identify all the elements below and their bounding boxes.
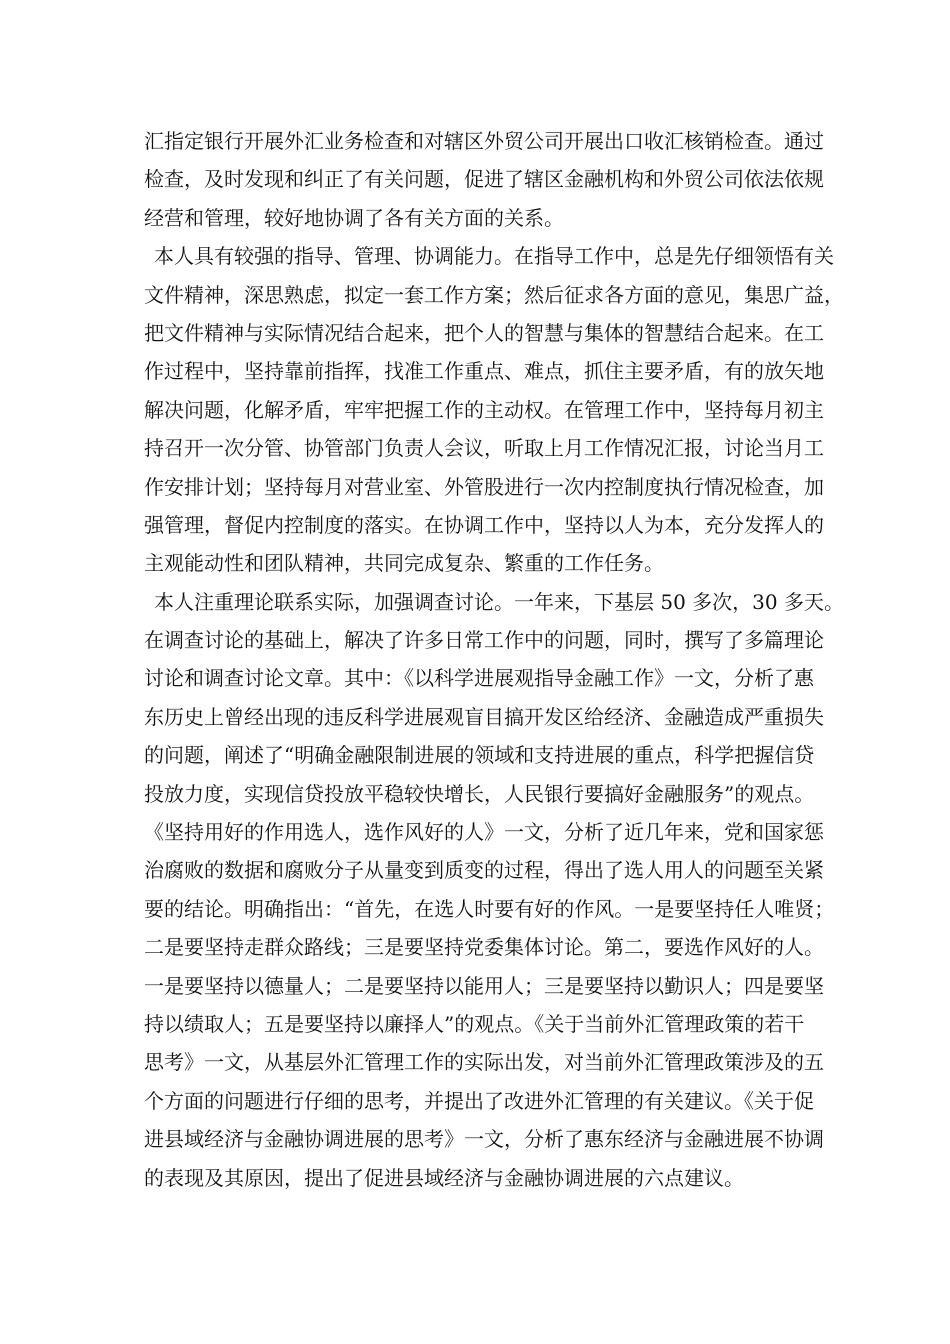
paragraph-line: 治腐败的数据和腐败分子从量变到质变的过程，得出了选人用人的问题至关紧 <box>144 858 824 883</box>
paragraph-line: 经营和管理，较好地协调了各有关方面的关系。 <box>144 205 564 230</box>
paragraph-line: 《坚持用好的作用选人，选作风好的人》一文，分析了近几年来，党和国家惩 <box>144 820 824 845</box>
paragraph-line: 的问题，阐述了“明确金融限制进展的领域和支持进展的重点，科学把握信贷 <box>144 743 815 768</box>
paragraph-line: 在调查讨论的基础上，解决了许多日常工作中的问题，同时，撰写了多篇理论 <box>144 628 824 653</box>
paragraph-line: 文件精神，深思熟虑，拟定一套工作方案；然后征求各方面的意见，集思广益， <box>144 282 844 307</box>
paragraph-line: 作安排计划；坚持每月对营业室、外管股进行一次内控制度执行情况检查，加 <box>144 474 824 499</box>
paragraph <box>144 583 844 1197</box>
paragraph <box>144 122 824 237</box>
paragraph-line: 进县域经济与金融协调进展的思考》一文，分析了惠东经济与金融进展不协调 <box>144 1127 824 1152</box>
paragraph-line: 的表现及其原因，提出了促进县域经济与金融协调进展的六点建议。 <box>144 1165 744 1190</box>
paragraph-line: 主观能动性和团队精神，共同完成复杂、繁重的工作任务。 <box>144 551 664 576</box>
paragraph-line: 持以绩取人；五是要坚持以廉择人”的观点。《关于当前外汇管理政策的若干 <box>144 1011 805 1036</box>
paragraph-line: 解决问题，化解矛盾，牢牢把握工作的主动权。在管理工作中，坚持每月初主 <box>144 397 824 422</box>
paragraph-line: 投放力度，实现信贷投放平稳较快增长，人民银行要搞好金融服务”的观点。 <box>144 781 815 806</box>
paragraph-line: 汇指定银行开展外汇业务检查和对辖区外贸公司开展出口收汇核销检查。通过 <box>144 129 824 153</box>
paragraph-line: 要的结论。明确指出：“首先，在选人时要有好的作风。一是要坚持任人唯贤； <box>144 896 835 921</box>
paragraph-line: 强管理，督促内控制度的落实。在协调工作中，坚持以人为本，充分发挥人的 <box>144 512 824 537</box>
paragraph-line: 东历史上曾经出现的违反科学进展观盲目搞开发区给经济、金融造成严重损失 <box>144 704 824 729</box>
document-body <box>144 122 844 1197</box>
paragraph-line: 思考》一文，从基层外汇管理工作的实际出发，对当前外汇管理政策涉及的五 <box>144 1050 824 1075</box>
paragraph-line: 本人具有较强的指导、管理、协调能力。在指导工作中，总是先仔细领悟有关 <box>154 244 834 269</box>
paragraph-line: 本人注重理论联系实际，加强调查讨论。一年来，下基层 50 多次，30 多天。 <box>154 589 844 614</box>
paragraph-line: 检查，及时发现和纠正了有关问题，促进了辖区金融机构和外贸公司依法依规 <box>144 167 824 192</box>
paragraph <box>144 237 844 583</box>
paragraph-line: 二是要坚持走群众路线；三是要坚持党委集体讨论。第二，要选作风好的人。 <box>144 935 824 960</box>
paragraph-line: 讨论和调查讨论文章。其中：《以科学进展观指导金融工作》一文，分析了惠 <box>144 666 814 691</box>
paragraph-line: 把文件精神与实际情况结合起来，把个人的智慧与集体的智慧结合起来。在工 <box>144 320 824 345</box>
paragraph-line: 持召开一次分管、协管部门负责人会议，听取上月工作情况汇报，讨论当月工 <box>144 436 824 461</box>
paragraph-line: 作过程中，坚持靠前指挥，找准工作重点、难点，抓住主要矛盾，有的放矢地 <box>144 359 824 384</box>
paragraph-line: 一是要坚持以德量人；二是要坚持以能用人；三是要坚持以勤识人；四是要坚 <box>144 973 824 998</box>
paragraph-line: 个方面的问题进行仔细的思考，并提出了改进外汇管理的有关建议。《关于促 <box>144 1088 814 1113</box>
